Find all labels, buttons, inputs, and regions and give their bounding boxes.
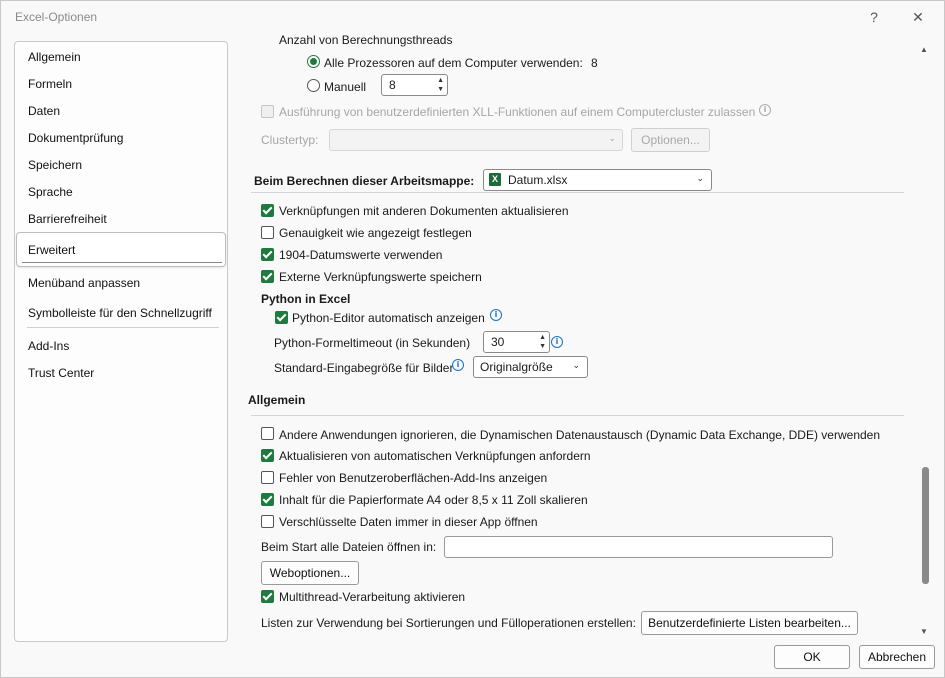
xll-info-icon: i <box>759 104 771 116</box>
section-divider <box>251 415 904 416</box>
title-bar <box>1 1 944 33</box>
scroll-up-icon[interactable]: ▲ <box>920 45 928 54</box>
sidebar-item-speichern[interactable]: Speichern <box>28 158 83 172</box>
encrypted-data-label: Verschlüsselte Daten immer in dieser App öffnen <box>279 515 538 529</box>
cluster-type-label: Clustertyp: <box>261 133 319 147</box>
python-timeout-value: 30 <box>491 335 505 349</box>
custom-lists-label: Listen zur Verwendung bei Sortierungen und Fülloperationen erstellen: <box>261 616 636 630</box>
workbook-file-name: Datum.xlsx <box>508 173 568 187</box>
sidebar-divider <box>27 327 219 328</box>
python-editor-checkbox[interactable] <box>275 311 288 324</box>
workbook-select[interactable] <box>483 169 712 191</box>
ask-update-links-label: Aktualisieren von automatischen Verknüpfungen anfordern <box>279 449 591 463</box>
edit-custom-lists-button[interactable]: Benutzerdefinierte Listen bearbeiten... <box>641 611 858 635</box>
settings-content <box>247 35 917 639</box>
date-1904-label: 1904-Datumswerte verwenden <box>279 248 443 262</box>
multithread-checkbox[interactable] <box>261 590 274 603</box>
all-processors-label: Alle Prozessoren auf dem Computer verwenden: <box>324 56 583 70</box>
section-divider <box>251 192 904 193</box>
manual-threads-label: Manuell <box>324 80 367 94</box>
chevron-down-icon: ⌄ <box>608 133 616 143</box>
precision-as-displayed-label: Genauigkeit wie angezeigt festlegen <box>279 226 472 240</box>
image-size-info-icon[interactable]: i <box>452 359 464 371</box>
web-options-button[interactable]: Weboptionen... <box>261 561 359 585</box>
image-size-select[interactable] <box>473 356 588 378</box>
save-external-links-checkbox[interactable] <box>261 270 274 283</box>
sidebar-item-sprache[interactable]: Sprache <box>28 185 73 199</box>
precision-as-displayed-checkbox[interactable] <box>261 226 274 239</box>
sidebar-item-schnellzugriff[interactable]: Symbolleiste für den Schnellzugriff <box>28 306 212 320</box>
multithread-label: Multithread-Verarbeitung aktivieren <box>279 590 466 604</box>
date-1904-checkbox[interactable] <box>261 248 274 261</box>
general-heading: Allgemein <box>248 393 306 407</box>
selection-underline <box>22 262 222 263</box>
sidebar-item-daten[interactable]: Daten <box>28 104 61 118</box>
python-timeout-label: Python-Formeltimeout (in Sekunden) <box>274 336 471 350</box>
chevron-down-icon: ⌄ <box>696 173 704 183</box>
ignore-dde-label: Andere Anwendungen ignorieren, die Dynamischen Datenaustausch (Dynamic Data Exchange, DDE) verwenden <box>279 428 881 442</box>
threads-heading: Anzahl von Berechnungsthreads <box>279 35 453 47</box>
addin-errors-checkbox[interactable] <box>261 471 274 484</box>
python-editor-label: Python-Editor automatisch anzeigen <box>292 311 485 325</box>
ignore-dde-checkbox[interactable] <box>261 427 274 440</box>
scale-paper-checkbox[interactable] <box>261 493 274 506</box>
ok-button[interactable]: OK <box>774 645 850 669</box>
scroll-down-icon[interactable]: ▼ <box>920 627 928 636</box>
startup-folder-label: Beim Start alle Dateien öffnen in: <box>261 540 437 554</box>
addin-errors-label: Fehler von Benutzeroberflächen-Add-Ins anzeigen <box>279 471 548 485</box>
sidebar-item-trust-center[interactable]: Trust Center <box>28 366 95 380</box>
cancel-button[interactable]: Abbrechen <box>859 645 935 669</box>
python-timeout-stepper[interactable] <box>483 331 550 353</box>
manual-threads-value: 8 <box>389 78 396 92</box>
sidebar-item-formeln[interactable]: Formeln <box>28 77 73 91</box>
excel-file-icon: X <box>489 173 501 186</box>
help-button[interactable]: ? <box>870 9 878 25</box>
close-button[interactable]: ✕ <box>912 9 924 25</box>
spin-down-icon[interactable]: ▼ <box>539 343 546 350</box>
window-title: Excel-Optionen <box>15 10 98 24</box>
scale-paper-label: Inhalt für die Papierformate A4 oder 8,5 x 11 Zoll skalieren <box>279 493 588 507</box>
xll-cluster-checkbox[interactable] <box>261 105 274 118</box>
encrypted-data-checkbox[interactable] <box>261 515 274 528</box>
sidebar-item-barrierefreiheit[interactable]: Barrierefreiheit <box>28 212 107 226</box>
all-processors-radio[interactable] <box>307 55 320 68</box>
chevron-down-icon: ⌄ <box>572 360 580 370</box>
python-timeout-info-icon[interactable]: i <box>551 336 563 348</box>
xll-cluster-label: Ausführung von benutzerdefinierten XLL-Funktionen auf einem Computercluster zulassen <box>279 105 756 119</box>
sidebar-nav <box>14 41 228 642</box>
python-heading: Python in Excel <box>261 292 351 306</box>
scrollbar-thumb[interactable] <box>922 467 929 584</box>
sidebar-item-menueband-anpassen[interactable]: Menüband anpassen <box>28 276 141 290</box>
sidebar-item-allgemein[interactable]: Allgemein <box>28 50 81 64</box>
cluster-options-button[interactable]: Optionen... <box>631 128 710 152</box>
startup-folder-input[interactable] <box>444 536 833 558</box>
image-size-label: Standard-Eingabegröße für Bilder <box>274 361 454 375</box>
spin-up-icon[interactable]: ▲ <box>437 77 444 84</box>
update-links-label: Verknüpfungen mit anderen Dokumenten aktualisieren <box>279 204 569 218</box>
python-editor-info-icon[interactable]: i <box>490 309 502 321</box>
workbook-heading: Beim Berechnen dieser Arbeitsmappe: <box>254 174 475 188</box>
save-external-links-label: Externe Verknüpfungswerte speichern <box>279 270 482 284</box>
spin-down-icon[interactable]: ▼ <box>437 86 444 93</box>
spin-up-icon[interactable]: ▲ <box>539 334 546 341</box>
ask-update-links-checkbox[interactable] <box>261 449 274 462</box>
update-links-checkbox[interactable] <box>261 204 274 217</box>
processor-count: 8 <box>591 56 598 70</box>
image-size-value: Originalgröße <box>480 360 553 374</box>
sidebar-item-add-ins[interactable]: Add-Ins <box>28 339 70 353</box>
sidebar-item-erweitert[interactable]: Erweitert <box>28 243 76 257</box>
manual-threads-radio[interactable] <box>307 79 320 92</box>
cluster-type-select[interactable] <box>329 129 623 151</box>
manual-threads-stepper[interactable] <box>381 74 448 96</box>
sidebar-item-dokumentpruefung[interactable]: Dokumentprüfung <box>28 131 124 145</box>
